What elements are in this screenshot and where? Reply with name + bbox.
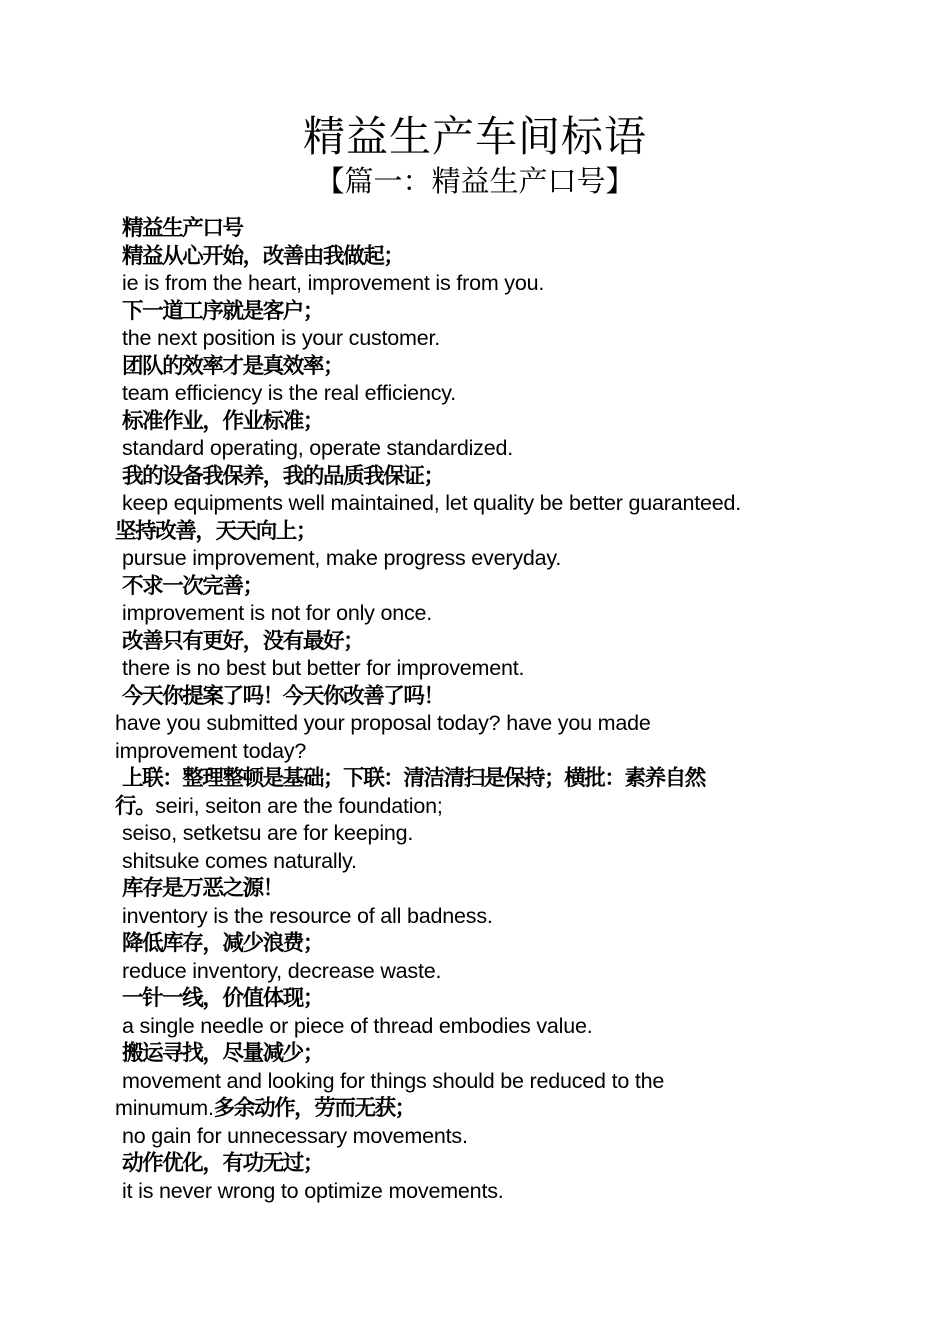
slogan-en: have you submitted your proposal today? have you made <box>115 711 651 735</box>
slogan-zh: 今天你提案了吗！今天你改善了吗！ <box>122 683 444 709</box>
slogan-en: standard operating, operate standardized. <box>122 436 514 460</box>
slogan-en: it is never wrong to optimize movements. <box>122 1178 504 1203</box>
slogan-zh: 降低库存，减少浪费； <box>122 931 324 956</box>
slogan-en: pursue improvement, make progress everyday. <box>122 546 562 570</box>
slogan-en: seiso, setketsu are for keeping. <box>122 821 414 845</box>
slogan-en: improvement is not for only once. <box>122 601 433 625</box>
slogan-en: a single needle or piece of thread embodies value. <box>122 1013 593 1038</box>
slogan-zh: 团队的效率才是真效率； <box>122 353 344 379</box>
slogan-en: there is no best but better for improvement. <box>122 656 525 680</box>
slogan-mixed <box>115 793 855 821</box>
document-subtitle: 【篇一：精益生产口号】 <box>315 164 635 198</box>
slogan-en: ie is from the heart, improvement is from you. <box>122 271 545 295</box>
slogan-zh: 不求一次完善； <box>122 573 263 599</box>
slogan-zh: 标准作业，作业标准； <box>122 408 324 434</box>
slogan-en: team efficiency is the real efficiency. <box>122 381 456 405</box>
slogan-zh: 坚持改善，天天向上； <box>115 518 317 544</box>
slogan-zh: 动作优化，有功无过； <box>122 1151 324 1176</box>
slogan-zh: 一针一线，价值体现； <box>122 986 324 1011</box>
slogan-list <box>115 215 855 1205</box>
slogan-zh: 行。 <box>115 793 156 819</box>
slogan-en: no gain for unnecessary movements. <box>122 1123 468 1148</box>
slogan-zh: 我的设备我保养，我的品质我保证； <box>122 463 444 489</box>
slogan-mixed <box>115 1095 855 1123</box>
slogan-zh: 精益从心开始，改善由我做起； <box>122 243 404 269</box>
slogan-en: seiri, seiton are the foundation; <box>155 793 443 818</box>
slogan-zh: 上联：整理整顿是基础；下联：清洁清扫是保持；横批：素养自然 <box>122 766 705 791</box>
slogan-en: keep equipments well maintained, let quality be better guaranteed. <box>122 491 742 515</box>
document-title: 精益生产车间标语 <box>302 112 647 161</box>
slogan-en: movement and looking for things should be reduced to the <box>122 1068 665 1093</box>
slogan-zh: 下一道工序就是客户； <box>122 298 324 324</box>
slogan-zh: 多余动作，劳而无获； <box>213 1096 415 1121</box>
slogan-en: reduce inventory, decrease waste. <box>122 958 442 983</box>
slogan-zh: 搬运寻找，尽量减少； <box>122 1041 324 1066</box>
section-heading: 精益生产口号 <box>122 216 243 241</box>
slogan-zh: 库存是万恶之源！ <box>122 876 283 901</box>
slogan-en: inventory is the resource of all badness. <box>122 903 493 928</box>
slogan-en: shitsuke comes naturally. <box>122 848 357 873</box>
slogan-en: the next position is your customer. <box>122 326 441 350</box>
slogan-zh: 改善只有更好，没有最好； <box>122 628 364 654</box>
slogan-en: improvement today? <box>115 738 307 763</box>
slogan-en: minumum. <box>115 1096 214 1120</box>
